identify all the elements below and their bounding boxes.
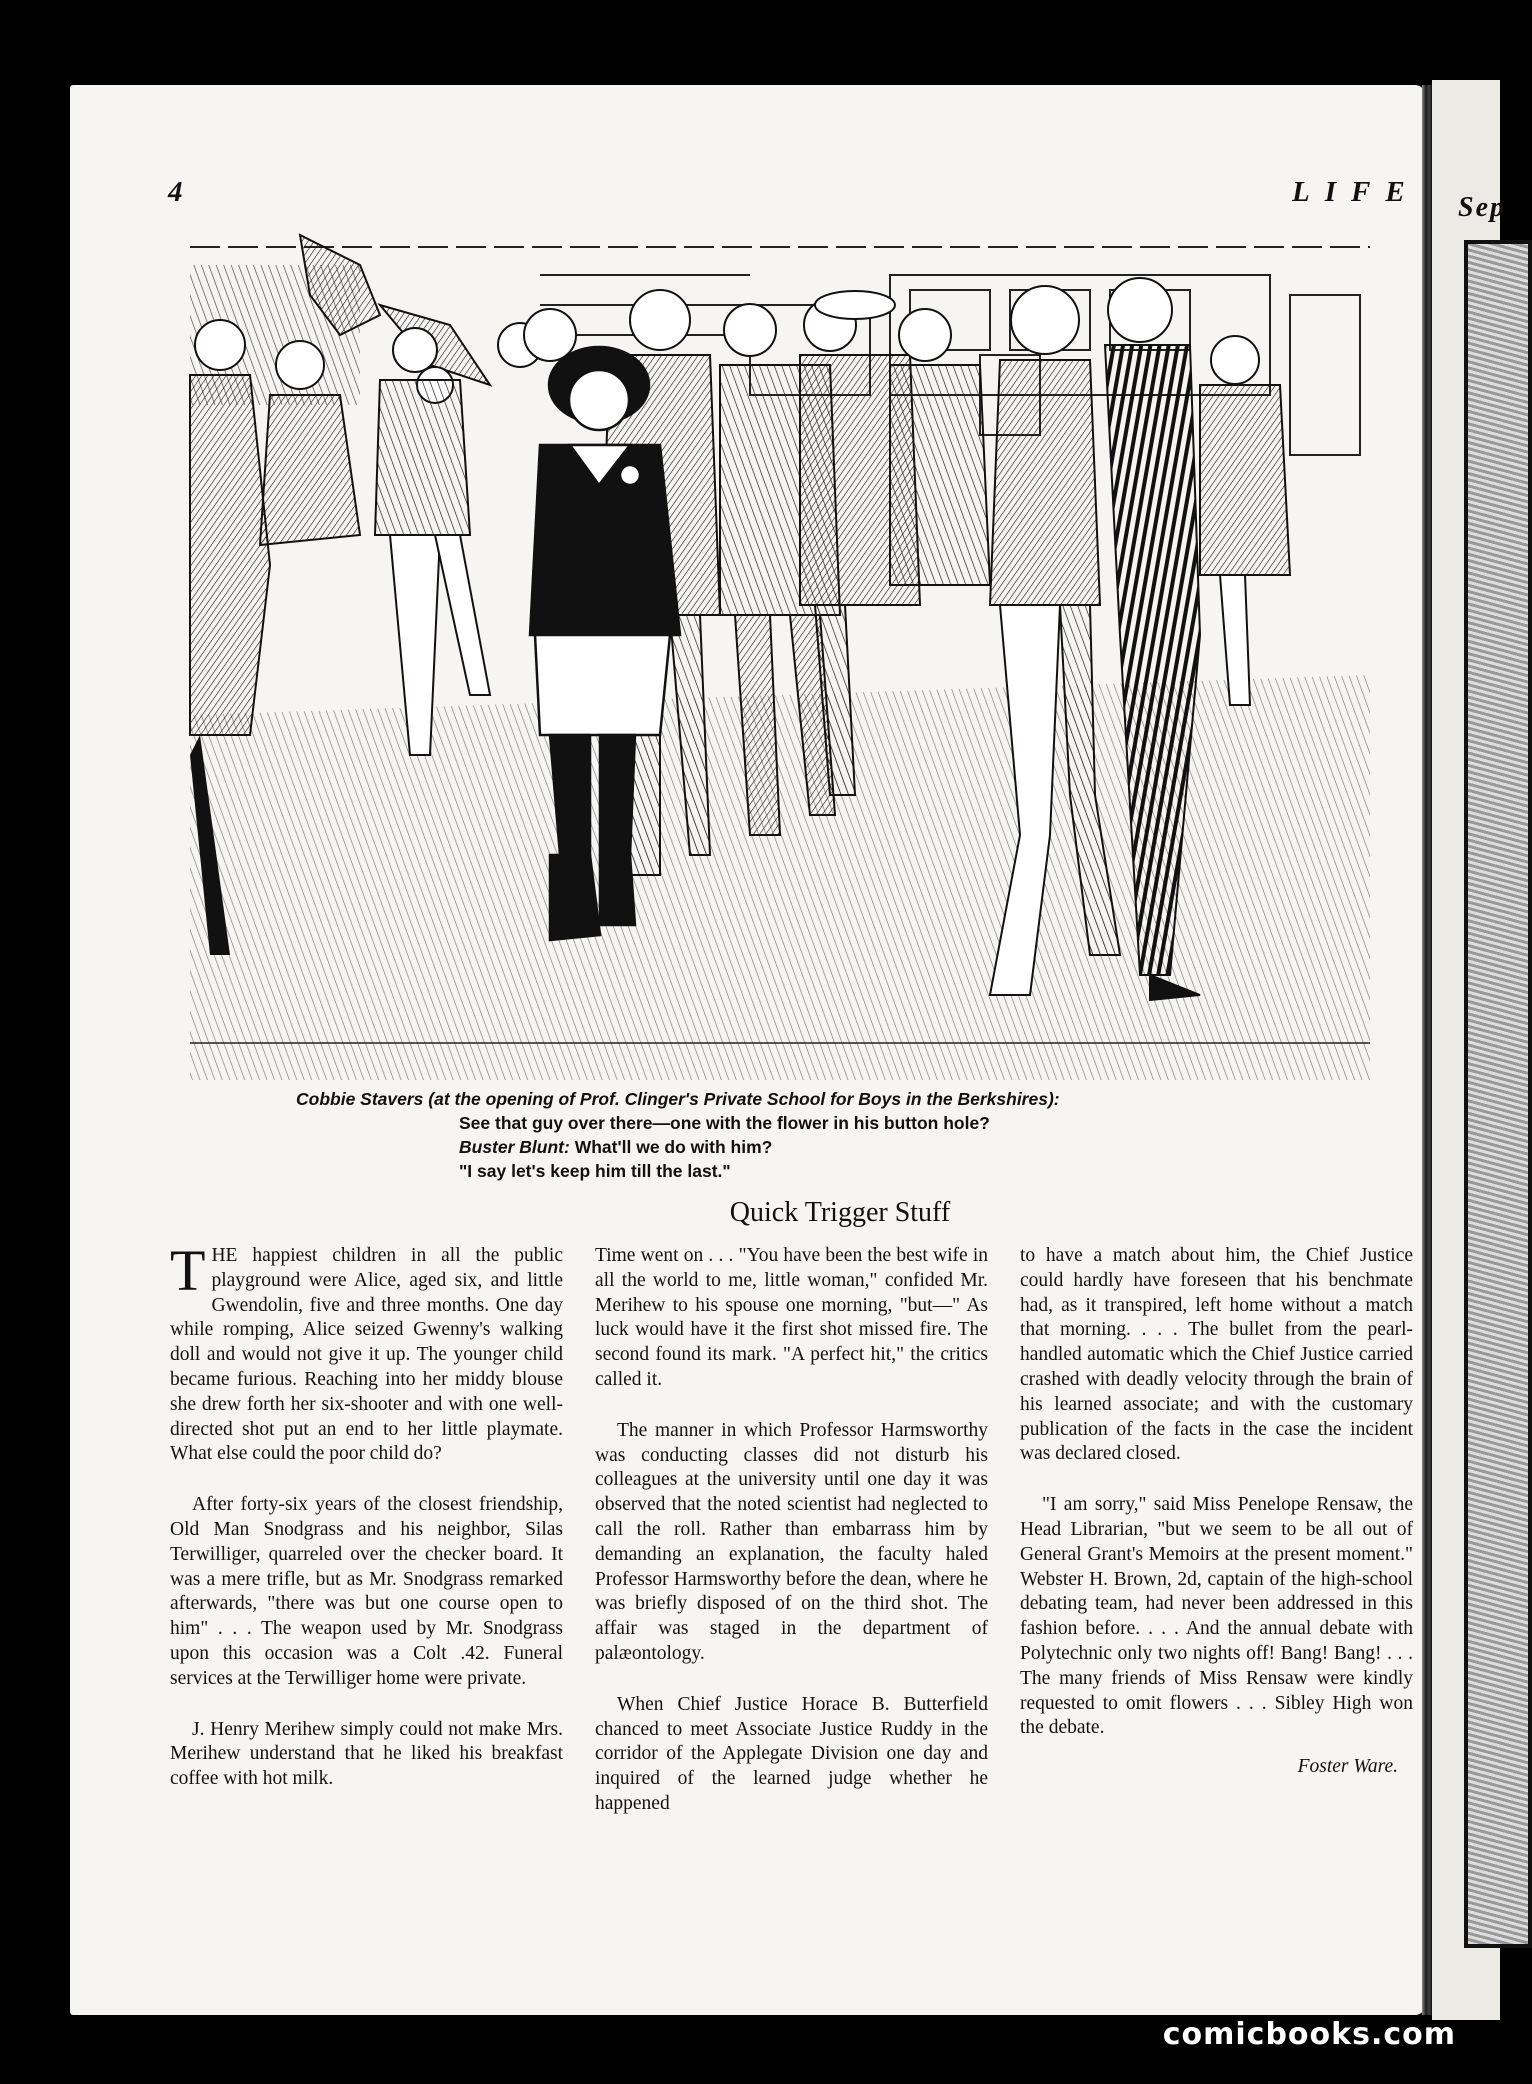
paragraph: After forty-six years of the closest friendship, Old Man Snodgrass and his neighbor, Silas Terwilliger, quarreled over the checker board. It was a mere trifle, but as Mr. Snodgrass remarked afterwards, "there was but one course open to him" . . . The weapon used by Mr. Snodgrass upon this occasion was a Colt .42. Funeral services at the Terwilliger home were private. — [170, 1494, 563, 1689]
paragraph-text: HE happiest children in all the public playground were Alice, aged six, and little Gwendolin, five and three months. One day while romping, Alice seized Gwenny's walking doll and would not give it up. The younger child became furious. Reaching into her middy blouse she drew forth her six-shooter and with one well-directed shot put an end to her little playmate. What else could the poor child do? — [170, 1245, 563, 1465]
paragraph: When Chief Justice Horace B. Butterfield chanced to meet Associate Justice Ruddy in the corridor of the Applegate Division one day and inquired of the learned judge whether he happened — [595, 1693, 988, 1814]
facing-page-illustration — [1464, 240, 1532, 1948]
paragraph — [170, 1238, 563, 1467]
caption-line-1: Cobbie Stavers (at the opening of Prof. Clinger's Private School for Boys in the Berkshires): — [296, 1089, 1060, 1109]
article-column-3 — [1020, 1244, 1413, 1780]
facing-page-running-head: Sep — [1458, 192, 1506, 223]
page-gutter — [1422, 85, 1432, 2015]
paragraph: "I am sorry," said Miss Penelope Rensaw, the Head Librarian, "but we seem to be all out of General Grant's Memoirs at the present moment." Webster H. Brown, 2d, captain of the high-school debating team, had never been addressed in this fashion before. . . . And the annual debate with Polytechnic only two nights off! Bang! Bang! . . . The many friends of Miss Rensaw were kindly requested to omit flowers . . . Sibley High won the debate. — [1020, 1494, 1413, 1739]
flower-boutonniere — [620, 465, 640, 485]
paragraph: to have a match about him, the Chief Justice could hardly have foreseen that his benchmate had, as it transpired, left home without a match that morning. . . . The bullet from the pearl-handled automatic which the Chief Justice carried crashed with deadly velocity through the brain of his learned associate; and with the customary publication of the facts in the case the incident was declared closed. — [1020, 1245, 1413, 1465]
caption-speaker-2: Buster Blunt: — [459, 1137, 570, 1157]
drop-cap: T — [170, 1238, 206, 1303]
author-byline: Foster Ware. — [1297, 1756, 1398, 1778]
caption-line-3 — [296, 1135, 1346, 1159]
article-title: Quick Trigger Stuff — [729, 1197, 951, 1228]
cartoon-illustration — [190, 235, 1370, 1080]
facing-page-edge — [1432, 80, 1506, 2020]
caption-line-2: See that guy over there—one with the flower in his button hole? — [459, 1113, 990, 1133]
paragraph: Time went on . . . "You have been the best wife in all the world to me, little woman," confided Mr. Merihew to his spouse one morning, "but—" As luck would have it the first shot missed fire. The second found its mark. "A perfect hit," the critics called it. — [595, 1245, 988, 1390]
article-column-2 — [595, 1244, 988, 1843]
running-head: LIFE — [1292, 176, 1420, 208]
article-column-1 — [170, 1238, 563, 1818]
playground-ground — [190, 675, 1370, 1080]
site-watermark: comicbooks.com — [1162, 2017, 1456, 2052]
paragraph: J. Henry Merihew simply could not make Mrs. Merihew understand that he liked his breakfast coffee with hot milk. — [170, 1718, 563, 1790]
paragraph: The manner in which Professor Harmsworthy was conducting classes did not disturb his colleagues at the university until one day it was observed that the noted scientist had neglected to call the roll. Rather than embarrass him by demanding an explanation, the faculty haled Professor Harmsworthy before the dean, where he was briefly disposed of on the third shot. The affair was staged in the department of palæontology. — [595, 1419, 988, 1664]
tall-boys-right — [990, 278, 1200, 1000]
page-number: 4 — [168, 176, 183, 208]
cartoon-caption — [296, 1087, 1346, 1183]
caption-line-3-text: What'll we do with him? — [574, 1137, 773, 1157]
caption-line-4: "I say let's keep him till the last." — [459, 1161, 731, 1181]
